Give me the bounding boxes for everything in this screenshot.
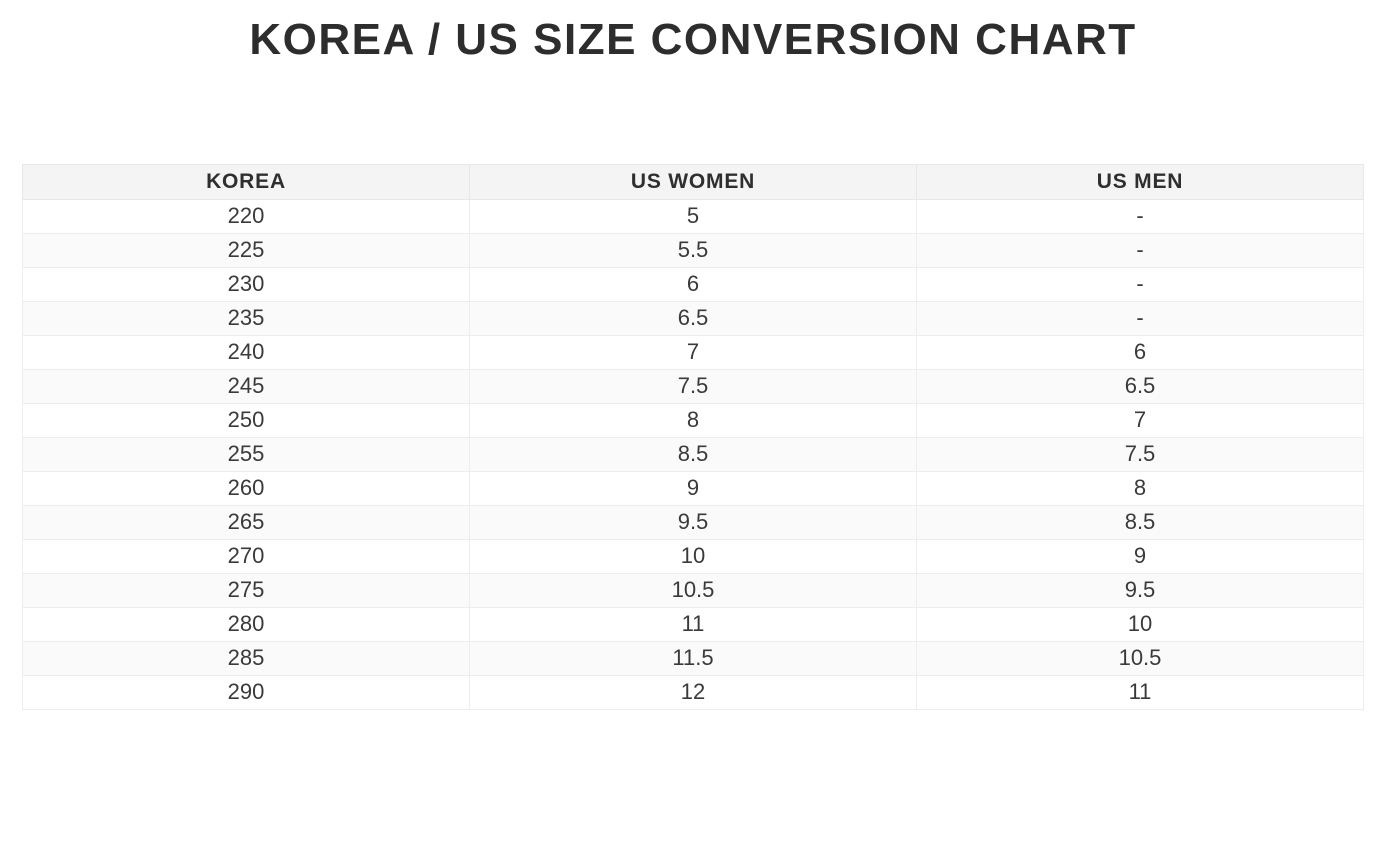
- table-row: [23, 471, 1364, 505]
- table-cell: 230: [23, 267, 470, 301]
- table-cell: 12: [470, 675, 917, 709]
- table-cell: 280: [23, 607, 470, 641]
- table-cell: 10: [917, 607, 1364, 641]
- table-cell: 9.5: [470, 505, 917, 539]
- table-row: [23, 607, 1364, 641]
- table-row: [23, 573, 1364, 607]
- table-cell: 7: [470, 335, 917, 369]
- table-cell: 8: [470, 403, 917, 437]
- table-cell: 10: [470, 539, 917, 573]
- table-cell: 245: [23, 369, 470, 403]
- table-cell: 8.5: [917, 505, 1364, 539]
- table-cell: 5: [470, 199, 917, 233]
- table-cell: 285: [23, 641, 470, 675]
- table-cell: 6: [470, 267, 917, 301]
- table-row: [23, 301, 1364, 335]
- table-row: [23, 403, 1364, 437]
- table-cell: 10.5: [917, 641, 1364, 675]
- table-header-row: [23, 164, 1364, 199]
- table-cell: 11: [470, 607, 917, 641]
- column-header: US WOMEN: [470, 164, 917, 199]
- table-row: [23, 539, 1364, 573]
- table-row: [23, 437, 1364, 471]
- table-cell: 11: [917, 675, 1364, 709]
- page-title: KOREA / US SIZE CONVERSION CHART: [249, 15, 1137, 64]
- table-cell: 6: [917, 335, 1364, 369]
- table-cell: 9.5: [917, 573, 1364, 607]
- table-cell: -: [917, 267, 1364, 301]
- table-head: [23, 164, 1364, 199]
- column-header: KOREA: [23, 164, 470, 199]
- table-cell: 11.5: [470, 641, 917, 675]
- size-conversion-table: [22, 164, 1364, 710]
- table-row: [23, 199, 1364, 233]
- table-cell: 220: [23, 199, 470, 233]
- table-cell: 240: [23, 335, 470, 369]
- table-cell: 9: [470, 471, 917, 505]
- table-cell: -: [917, 233, 1364, 267]
- table-cell: 5.5: [470, 233, 917, 267]
- table-cell: 7: [917, 403, 1364, 437]
- table-cell: 8.5: [470, 437, 917, 471]
- table-cell: 275: [23, 573, 470, 607]
- table-cell: 235: [23, 301, 470, 335]
- column-header: US MEN: [917, 164, 1364, 199]
- table-row: [23, 335, 1364, 369]
- table-row: [23, 369, 1364, 403]
- table-cell: 265: [23, 505, 470, 539]
- table-cell: 255: [23, 437, 470, 471]
- table-row: [23, 675, 1364, 709]
- table-cell: 270: [23, 539, 470, 573]
- table-cell: 260: [23, 471, 470, 505]
- table-cell: 6.5: [470, 301, 917, 335]
- table-row: [23, 505, 1364, 539]
- table-row: [23, 267, 1364, 301]
- table-cell: 8: [917, 471, 1364, 505]
- table-cell: 9: [917, 539, 1364, 573]
- table-cell: 10.5: [470, 573, 917, 607]
- table-row: [23, 233, 1364, 267]
- table-cell: 7.5: [917, 437, 1364, 471]
- table-cell: -: [917, 301, 1364, 335]
- table-cell: 6.5: [917, 369, 1364, 403]
- table-row: [23, 641, 1364, 675]
- table-cell: 250: [23, 403, 470, 437]
- table-cell: 290: [23, 675, 470, 709]
- table-body: [23, 199, 1364, 709]
- table-cell: 225: [23, 233, 470, 267]
- table-cell: 7.5: [470, 369, 917, 403]
- table-container: [22, 164, 1364, 710]
- table-cell: -: [917, 199, 1364, 233]
